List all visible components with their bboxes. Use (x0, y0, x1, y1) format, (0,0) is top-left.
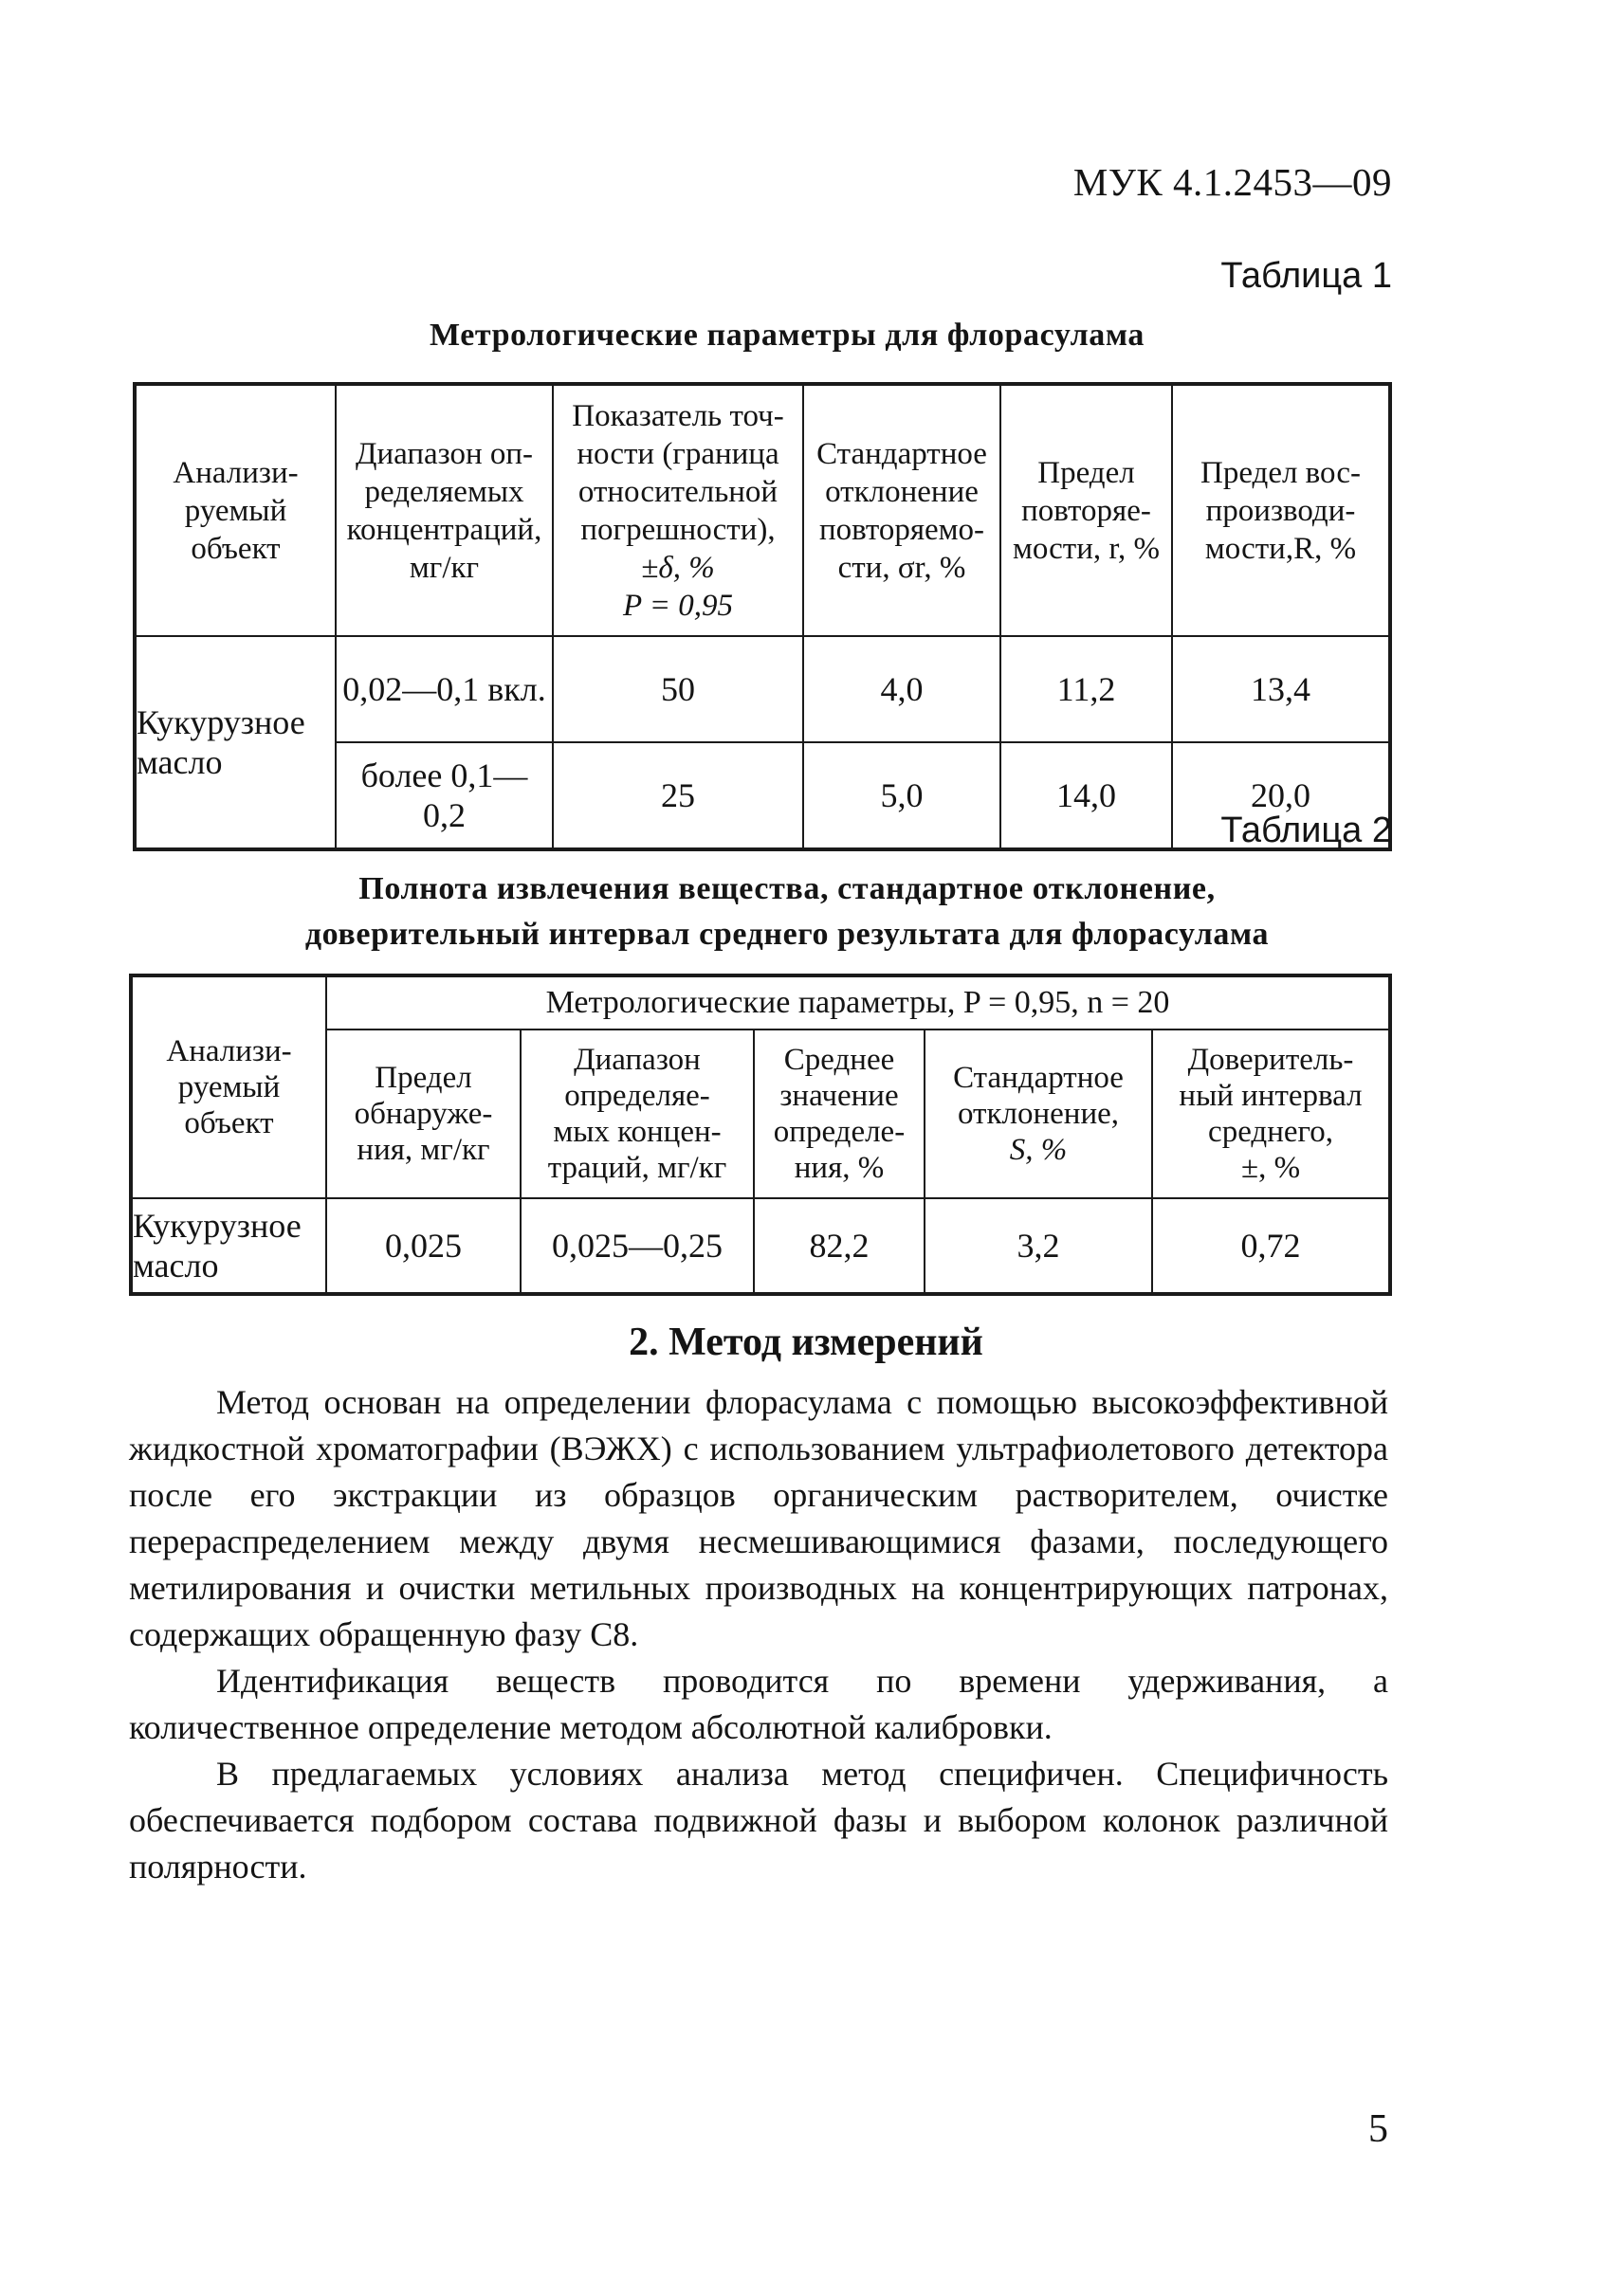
range-cell: 0,02—0,1 вкл. (336, 636, 553, 742)
table1-caption: Метрологические параметры для флорасулама (429, 318, 1145, 353)
mean-cell: 82,2 (754, 1198, 925, 1294)
table-row (131, 1198, 1390, 1294)
page-number: 5 (1368, 2107, 1388, 2151)
accuracy-cell: 25 (553, 742, 803, 849)
paragraph: Метод основан на определении флорасулама с помощью высокоэффективной жидкостной хроматографии (ВЭЖХ) с использованием ультрафиолетового детектора после его экстракции из образцов органическим растворителем, очистке перераспределением между двумя несмешивающимися фазами, последующего метилирования и очистки метильных производных на концентрирующих патронах, содержащих обращенную фазу С8. (129, 1383, 1388, 1653)
header-object: Анализи- руемый объект (131, 975, 326, 1198)
range-cell: 0,025—0,25 (521, 1198, 754, 1294)
std-dev-cell: 4,0 (803, 636, 1000, 742)
header-reproducibility: Предел вос- производи- мости,R, % (1172, 384, 1390, 636)
std-dev-cell: 3,2 (925, 1198, 1152, 1294)
header-metrology-group: Метрологические параметры, P = 0,95, n = 20 (326, 975, 1390, 1030)
repeatability-cell: 14,0 (1000, 742, 1172, 849)
range-cell: более 0,1—0,2 (336, 742, 553, 849)
header-object: Анализи- руемый объект (135, 384, 336, 636)
header-detection-limit: Предел обнаруже- ния, мг/кг (326, 1030, 521, 1198)
document-code: МУК 4.1.2453—09 (1072, 160, 1392, 204)
object-cell: Кукурузное масло (131, 1198, 326, 1294)
table2-caption: Полнота извлечения вещества, стандартное отклонение, доверительный интервал среднего результата для флорасулама (304, 871, 1270, 952)
object-cell: Кукурузное масло (135, 636, 336, 849)
section-body (129, 1379, 1388, 1890)
header-mean: Среднее значение определе- ния, % (754, 1030, 925, 1198)
section-title: 2. Метод измерений (629, 1321, 983, 1364)
paragraph: В предлагаемых условиях анализа метод специфичен. Специфичность обеспечивается подбором состава подвижной фазы и выбором колонок различной полярности. (129, 1755, 1388, 1886)
header-repeatability: Предел повторяе- мости, r, % (1000, 384, 1172, 636)
repeatability-cell: 11,2 (1000, 636, 1172, 742)
reproducibility-cell: 20,0 (1172, 742, 1390, 849)
std-dev-cell: 5,0 (803, 742, 1000, 849)
metrology-table (133, 382, 1392, 851)
table1-label: Таблица 1 (1220, 256, 1392, 296)
header-std-dev: Стандартное отклонение, S, % (925, 1030, 1152, 1198)
accuracy-cell: 50 (553, 636, 803, 742)
extraction-table (129, 974, 1392, 1296)
table-row (135, 636, 1390, 742)
header-std-dev: Стандартное отклонение повторяемо- сти, σr, % (803, 384, 1000, 636)
header-confidence: Доверитель- ный интервал среднего, ±, % (1152, 1030, 1390, 1198)
header-range: Диапазон оп- ределяемых концентраций, мг/кг (336, 384, 553, 636)
detection-limit-cell: 0,025 (326, 1198, 521, 1294)
table2-label: Таблица 2 (1220, 811, 1392, 850)
header-range: Диапазон определяе- мых концен- траций, мг/кг (521, 1030, 754, 1198)
confidence-cell: 0,72 (1152, 1198, 1390, 1294)
header-accuracy: Показатель точ- ности (граница относительной погрешности), ±δ, % P = 0,95 (553, 384, 803, 636)
reproducibility-cell: 13,4 (1172, 636, 1390, 742)
paragraph: Идентификация веществ проводится по времени удерживания, а количественное определение методом абсолютной калибровки. (129, 1662, 1388, 1746)
